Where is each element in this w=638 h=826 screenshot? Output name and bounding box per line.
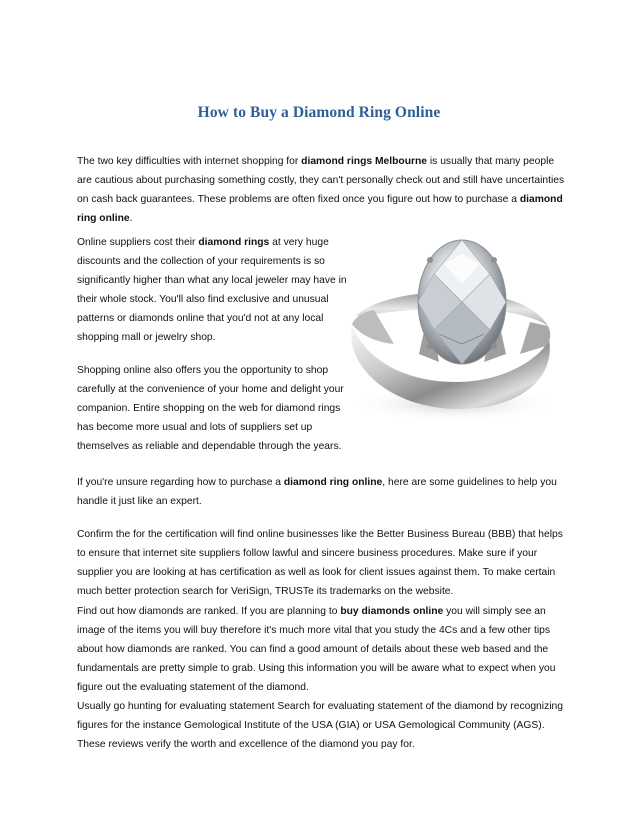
text: The two key difficulties with internet shopping for <box>77 156 302 167</box>
text: . <box>129 213 133 224</box>
text: If you're unsure regarding how to purchase a <box>77 477 284 488</box>
keyword-link: diamond rings Melbourne <box>301 156 428 167</box>
text: Online suppliers cost their <box>77 237 199 248</box>
keyword-link: buy diamonds online <box>340 606 444 617</box>
paragraph-shopping-online <box>77 361 347 456</box>
paragraph-certification <box>77 525 567 601</box>
keyword-link: diamond ring online <box>283 477 383 488</box>
page-title: How to Buy a Diamond Ring Online <box>197 104 441 121</box>
paragraph-diamond-ranking <box>77 602 567 697</box>
text: Confirm the for the certification will find online businesses like the Better Business Bureau (BBB) that helps to ensure that internet site suppliers follow lawful and sincere business procedures. Make sure if your supplier you are looking at has certification as well as look for client issues against them. To make certain much better protection search for VeriSign, TRUSTe its trademarks on the website. <box>77 529 563 597</box>
keyword-link: diamond rings <box>198 237 270 248</box>
paragraph-guidelines <box>77 473 567 511</box>
paragraph-evaluating-statement <box>77 697 567 754</box>
text: Usually go hunting for evaluating statement Search for evaluating statement of the diamond by recognizing figures for the instance Gemological Institute of the USA (GIA) or USA Gemological Community (AGS). These reviews verify the worth and excellence of the diamond you pay for. <box>77 701 563 750</box>
text: is usually that many people are cautious about purchasing something costly, they can't personally check out and still have uncertainties on cash back guarantees. These problems are often fixed once you figure out how to purchase a <box>77 156 565 205</box>
text: , here are some guidelines to help you handle it just like an expert. <box>77 477 557 507</box>
text: Shopping online also offers you the opportunity to shop carefully at the convenience of your home and delight your companion. Entire shopping on the web for diamond rings has become more usual and lots of suppliers set up themselves as reliable and dependable through the years. <box>77 365 344 452</box>
text: at very huge discounts and the collection of your requirements is so significantly higher than what any local jeweler may have in their whole stock. You'll also find exclusive and unusual patterns or diamonds online that you'd not at any local shopping mall or jewelry shop. <box>77 237 347 343</box>
paragraph-online-suppliers <box>77 233 347 347</box>
keyword-link: diamond ring online <box>77 194 563 224</box>
text: you will simply see an image of the items you will buy therefore it's much more vital that you study the 4Cs and a few other tips about how diamonds are ranked. You can find a good amount of details about these web based and the fundamentals are pretty simple to grab. Using this information you will be aware what to expect when you figure out the evaluating statement of the diamond. <box>77 606 556 693</box>
text: Find out how diamonds are ranked. If you are planning to <box>77 606 341 617</box>
diamond-ring-image <box>334 204 564 430</box>
